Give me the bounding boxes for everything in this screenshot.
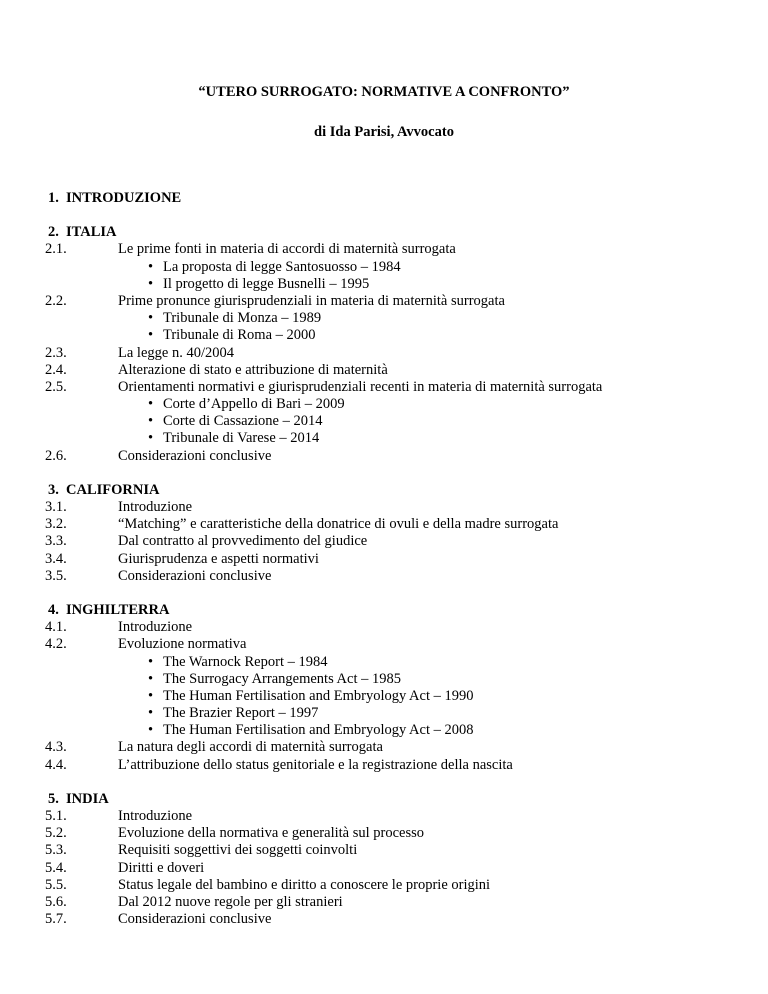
bullet-text: The Human Fertilisation and Embryology Act – 2008 [163,722,474,739]
entry-text: Alterazione di stato e attribuzione di maternità [118,361,388,378]
entry-number: 5.2. [45,825,67,842]
section-heading [0,190,768,207]
entry-number: 2.1. [45,241,67,258]
entry-number: 5.5. [45,876,67,893]
toc-bullet [0,654,768,671]
entry-number: 2.4. [45,361,67,378]
toc-entry [0,825,768,842]
entry-text: Orientamenti normativi e giurisprudenziali recenti in materia di maternità surrogata [118,378,603,395]
toc-entry [0,499,768,516]
toc-entry [0,619,768,636]
toc-entry [0,911,768,928]
toc-entry [0,516,768,533]
bullet-text: The Surrogacy Arrangements Act – 1985 [163,670,401,687]
entry-text: Introduzione [118,808,193,824]
bullet-text: The Human Fertilisation and Embryology Act – 1990 [163,687,474,704]
section-title: ITALIA [66,224,117,241]
toc-bullet [0,705,768,722]
bullet-text: Tribunale di Roma – 2000 [163,327,316,344]
bullet-icon: • [148,687,154,704]
toc-entry [0,533,768,550]
toc-entry [0,894,768,911]
toc-bullet [0,671,768,688]
toc-entry [0,636,768,653]
section-title: CALIFORNIA [66,481,160,498]
toc-entry [0,757,768,774]
entry-number: 5.6. [45,893,67,910]
section-heading [0,482,768,499]
bullet-text: Corte di Cassazione – 2014 [163,413,323,430]
bullet-icon: • [148,670,154,687]
bullet-text: The Brazier Report – 1997 [163,705,319,722]
bullet-icon: • [148,275,154,292]
entry-number: 2.2. [45,292,67,309]
entry-text: Introduzione [118,619,193,636]
bullet-text: Tribunale di Monza – 1989 [163,310,322,327]
entry-number: 3.2. [45,516,67,533]
document-author: di Ida Parisi, Avvocato [314,124,454,140]
entry-text: Considerazioni conclusive [118,447,272,464]
toc-bullet [0,310,768,327]
section-title: INDIA [66,790,109,807]
entry-number: 5.4. [45,859,67,876]
toc-entry [0,241,768,258]
bullet-icon: • [148,258,154,275]
entry-number: 4.2. [45,636,67,653]
entry-number: 5.1. [45,808,67,824]
section-number: 5. [48,790,59,807]
toc-section [0,482,768,585]
bullet-text: Corte d’Appello di Bari – 2009 [163,396,345,413]
entry-text: Requisiti soggettivi dei soggetti coinvolti [118,842,358,859]
bullet-icon: • [148,430,154,447]
section-number: 2. [48,224,59,241]
entry-text: Prime pronunce giurisprudenziali in materia di maternità surrogata [118,292,505,309]
toc-bullet [0,688,768,705]
entry-text: Diritti e doveri [118,859,205,876]
toc-entry [0,860,768,877]
entry-number: 2.6. [45,447,67,464]
bullet-icon: • [148,310,154,327]
entry-number: 4.4. [45,756,67,773]
entry-text: La natura degli accordi di maternità surrogata [118,739,383,756]
entry-text: Le prime fonti in materia di accordi di maternità surrogata [118,241,456,258]
entry-text: Considerazioni conclusive [118,911,272,928]
entry-number: 2.5. [45,378,67,395]
toc-bullet [0,259,768,276]
entry-number: 5.7. [45,911,67,928]
toc-entry [0,808,768,825]
bullet-icon: • [148,396,154,413]
toc-entry [0,448,768,465]
entry-text: Introduzione [118,499,193,515]
toc-entry [0,739,768,756]
entry-number: 3.4. [45,550,67,567]
entry-text: Giurisprudenza e aspetti normativi [118,550,319,567]
toc-entry [0,842,768,859]
toc-bullet [0,276,768,293]
section-title: INGHILTERRA [66,601,170,618]
toc-section [0,224,768,465]
entry-number: 3.5. [45,567,67,584]
toc-section [0,190,768,207]
section-heading [0,602,768,619]
bullet-icon: • [148,722,154,739]
entry-text: Considerazioni conclusive [118,567,272,584]
toc-entry [0,551,768,568]
entry-number: 5.3. [45,842,67,859]
toc-entry [0,293,768,310]
entry-number: 3.1. [45,499,67,515]
toc-entry [0,568,768,585]
bullet-text: La proposta di legge Santosuosso – 1984 [163,258,401,275]
toc-bullet [0,430,768,447]
entry-number: 3.3. [45,533,67,550]
entry-number: 2.3. [45,344,67,361]
entry-text: Dal 2012 nuove regole per gli stranieri [118,893,343,910]
document-title: “UTERO SURROGATO: NORMATIVE A CONFRONTO” [198,84,570,100]
entry-text: Status legale del bambino e diritto a conoscere le proprie origini [118,876,491,893]
section-number: 1. [48,190,59,206]
entry-text: La legge n. 40/2004 [118,344,234,361]
entry-text: L’attribuzione dello status genitoriale e la registrazione della nascita [118,756,513,773]
entry-number: 4.3. [45,739,67,756]
section-number: 3. [48,481,59,498]
entry-text: Evoluzione della normativa e generalità sul processo [118,825,425,842]
entry-text: Evoluzione normativa [118,636,247,653]
entry-number: 4.1. [45,619,67,636]
bullet-icon: • [148,327,154,344]
bullet-icon: • [148,705,154,722]
section-title: INTRODUZIONE [66,190,182,206]
toc-bullet [0,327,768,344]
section-number: 4. [48,601,59,618]
toc-bullet [0,722,768,739]
toc-entry [0,877,768,894]
bullet-text: Il progetto di legge Busnelli – 1995 [163,275,370,292]
toc-entry [0,362,768,379]
toc-entry [0,379,768,396]
toc-section [0,602,768,774]
section-heading [0,224,768,241]
toc-bullet [0,413,768,430]
table-of-contents [0,190,768,945]
toc-bullet [0,396,768,413]
bullet-text: Tribunale di Varese – 2014 [163,430,320,447]
toc-section [0,791,768,929]
toc-entry [0,345,768,362]
bullet-icon: • [148,653,154,670]
bullet-icon: • [148,413,154,430]
section-heading [0,791,768,808]
entry-text: “Matching” e caratteristiche della donatrice di ovuli e della madre surrogata [118,516,559,533]
bullet-text: The Warnock Report – 1984 [163,653,328,670]
entry-text: Dal contratto al provvedimento del giudice [118,533,368,550]
